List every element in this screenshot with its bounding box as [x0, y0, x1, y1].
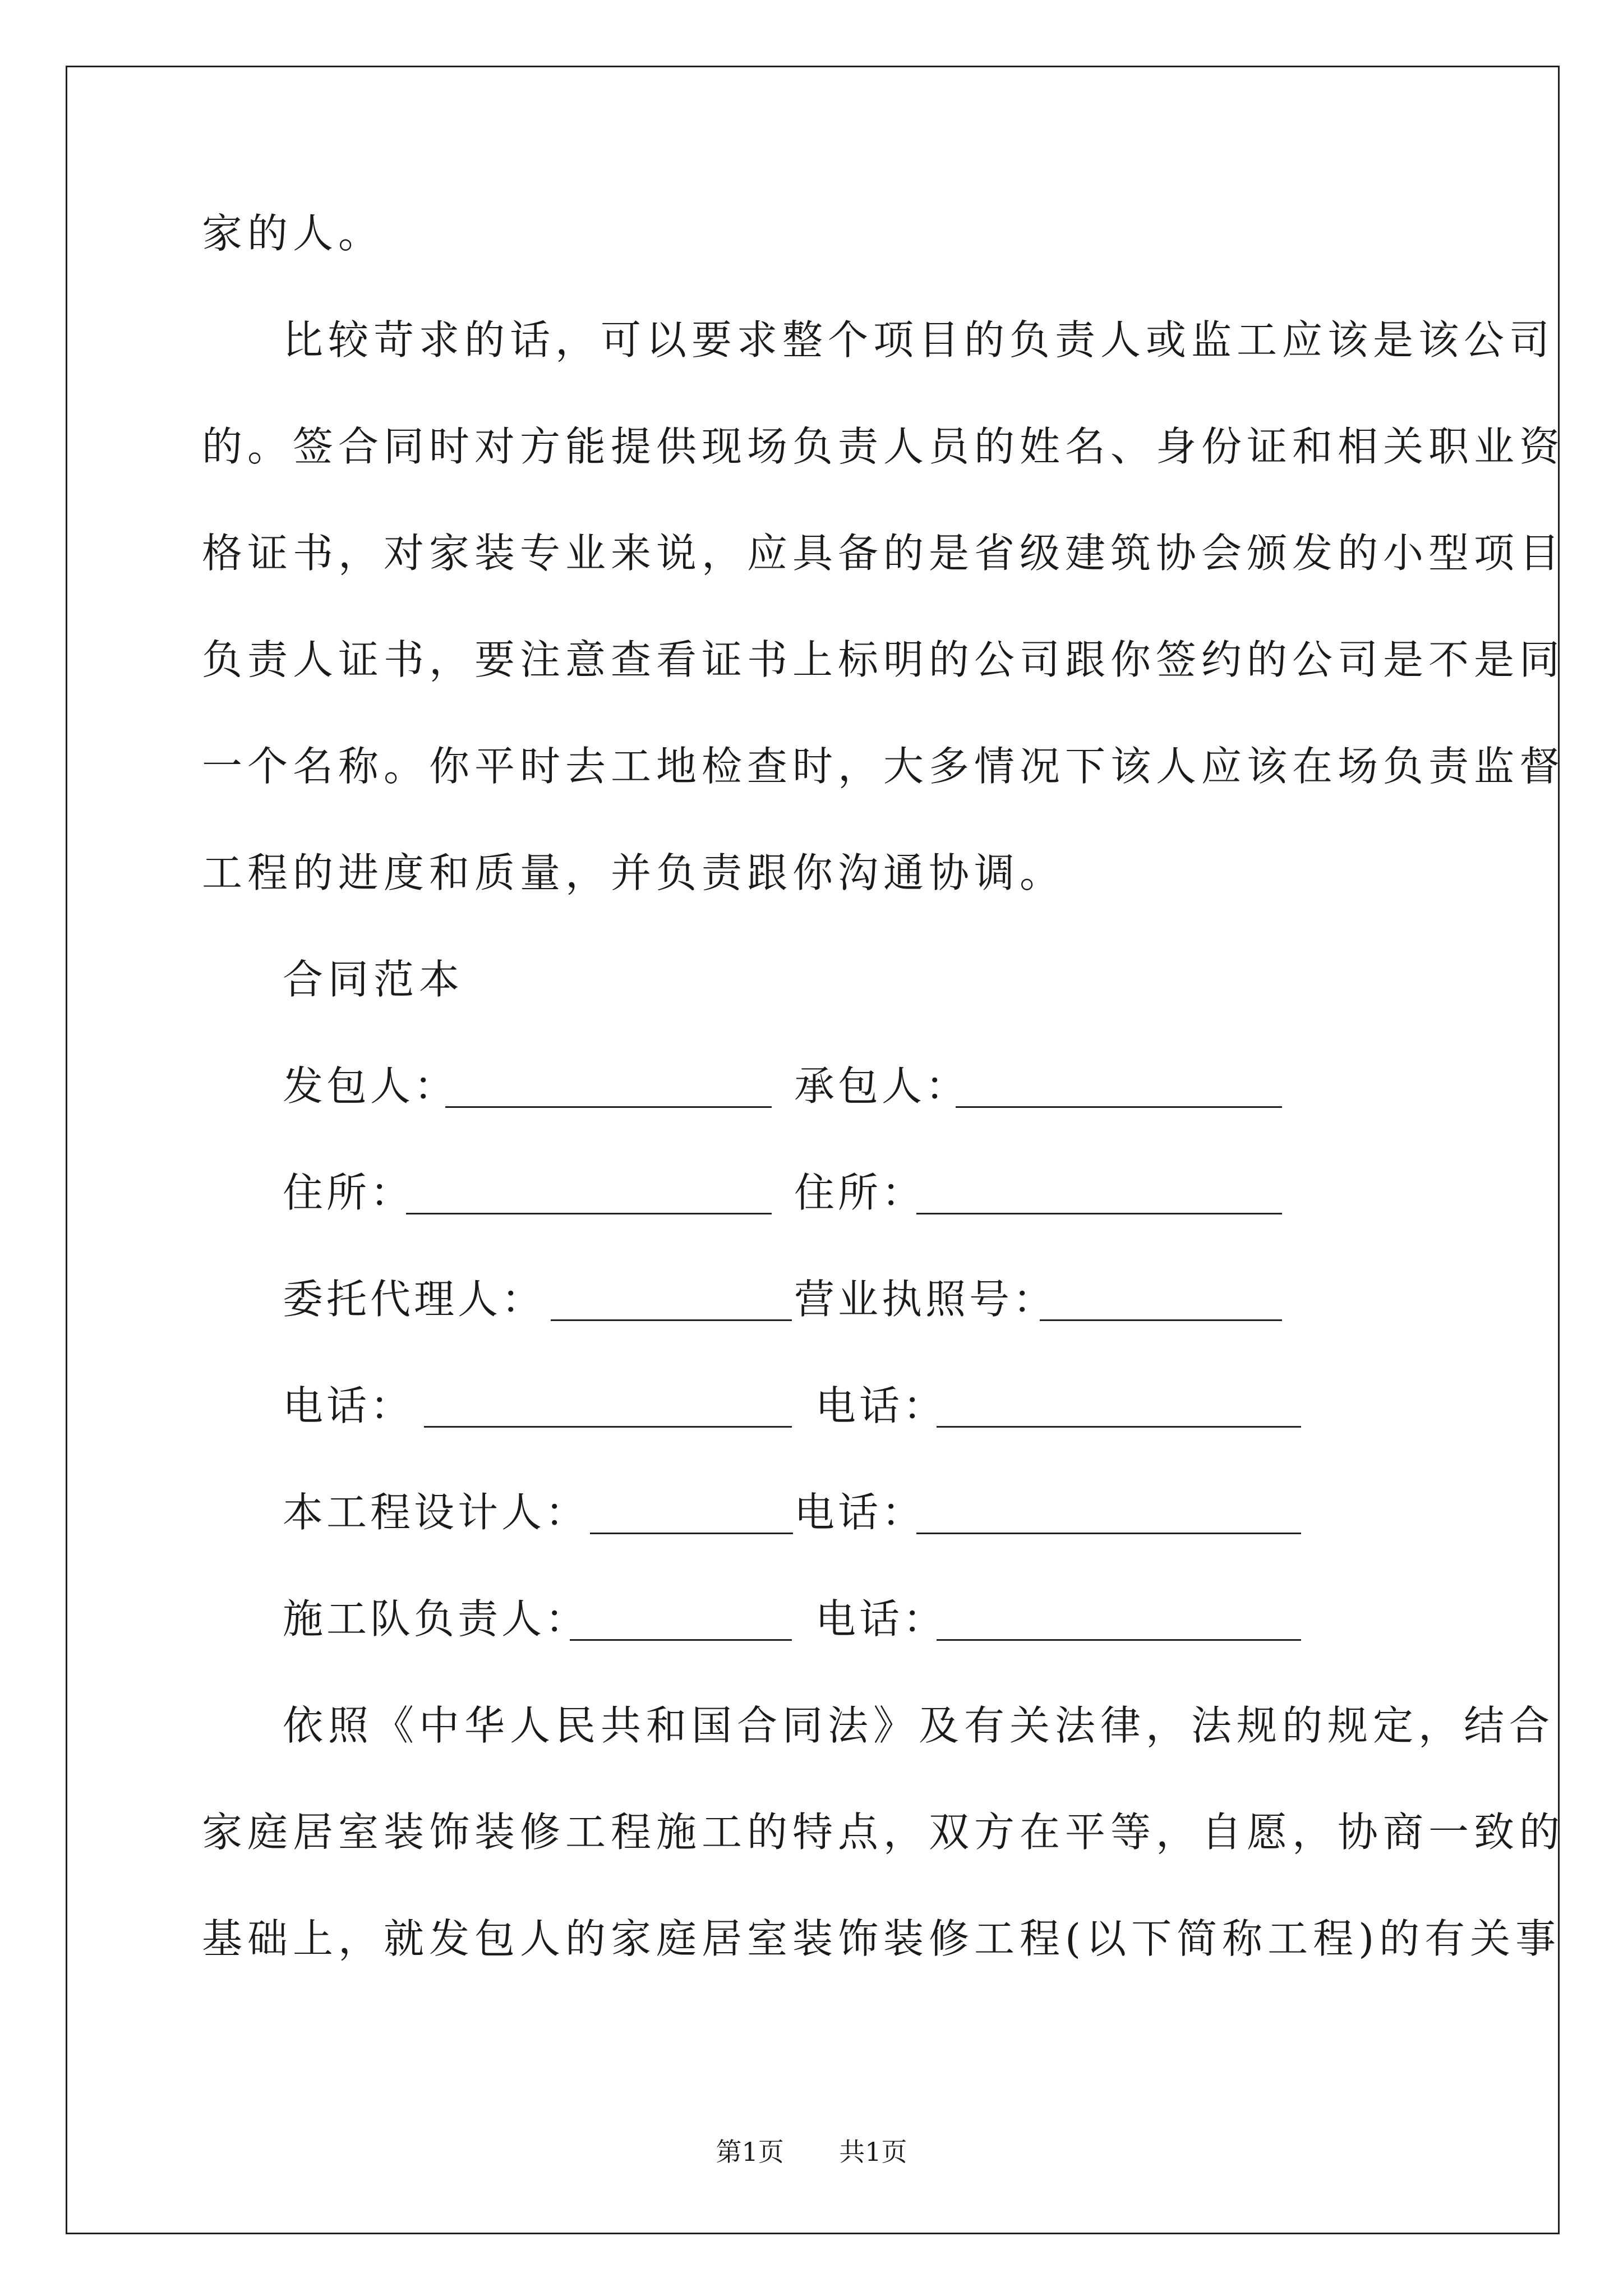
fill-blank: [551, 1319, 792, 1321]
paragraph-line: 一个名称。你平时去工地检查时，大多情况下该人应该在场负责监督: [202, 743, 1565, 790]
paragraph-line: 负责人证书，要注意查看证书上标明的公司跟你签约的公司是不是同: [202, 636, 1565, 683]
field-label: 发包人：: [283, 1062, 458, 1110]
page-number: 第1页: [716, 2137, 784, 2167]
field-label: 住所：: [283, 1169, 414, 1216]
field-label: 承包人：: [794, 1062, 970, 1110]
fill-blank: [956, 1106, 1282, 1108]
field-label: 住所：: [794, 1169, 926, 1216]
fill-blank: [916, 1533, 1301, 1534]
fill-blank: [570, 1639, 792, 1641]
total-pages: 共1页: [839, 2137, 907, 2167]
paragraph-line: 工程的进度和质量，并负责跟你沟通协调。: [202, 849, 1066, 896]
page-footer: [0, 2132, 1623, 2169]
field-label: 营业执照号：: [794, 1276, 1057, 1323]
fill-blank: [937, 1426, 1301, 1428]
field-label: 电话：: [794, 1489, 926, 1536]
paragraph-line: 家的人。: [202, 210, 384, 257]
field-label: 施工队负责人：: [283, 1595, 589, 1642]
paragraph-line: 比较苛求的话，可以要求整个项目的负责人或监工应该是该公司: [283, 316, 1555, 364]
paragraph-line: 基础上，就发包人的家庭居室装饰装修工程(以下简称工程)的有关事: [202, 1915, 1561, 1962]
paragraph-line: 的。签合同时对方能提供现场负责人员的姓名、身份证和相关职业资: [202, 423, 1565, 470]
fill-blank: [937, 1639, 1301, 1641]
field-label: 电话：: [283, 1382, 414, 1429]
paragraph-line: 依照《中华人民共和国合同法》及有关法律，法规的规定，结合: [283, 1702, 1555, 1749]
field-label: 本工程设计人：: [283, 1489, 589, 1536]
paragraph-line: 家庭居室装饰装修工程施工的特点，双方在平等，自愿，协商一致的: [202, 1809, 1565, 1856]
field-label: 电话：: [815, 1382, 947, 1429]
fill-blank: [406, 1213, 772, 1214]
section-title: 合同范本: [283, 956, 465, 1003]
fill-blank: [424, 1426, 792, 1428]
page-border: [66, 66, 1560, 2234]
field-label: 委托代理人：: [283, 1276, 546, 1323]
paragraph-line: 格证书，对家装专业来说，应具备的是省级建筑协会颁发的小型项目: [202, 530, 1565, 577]
fill-blank: [445, 1106, 772, 1108]
fill-blank: [916, 1213, 1282, 1214]
fill-blank: [1040, 1319, 1282, 1321]
fill-blank: [590, 1533, 793, 1534]
field-label: 电话：: [815, 1595, 947, 1642]
